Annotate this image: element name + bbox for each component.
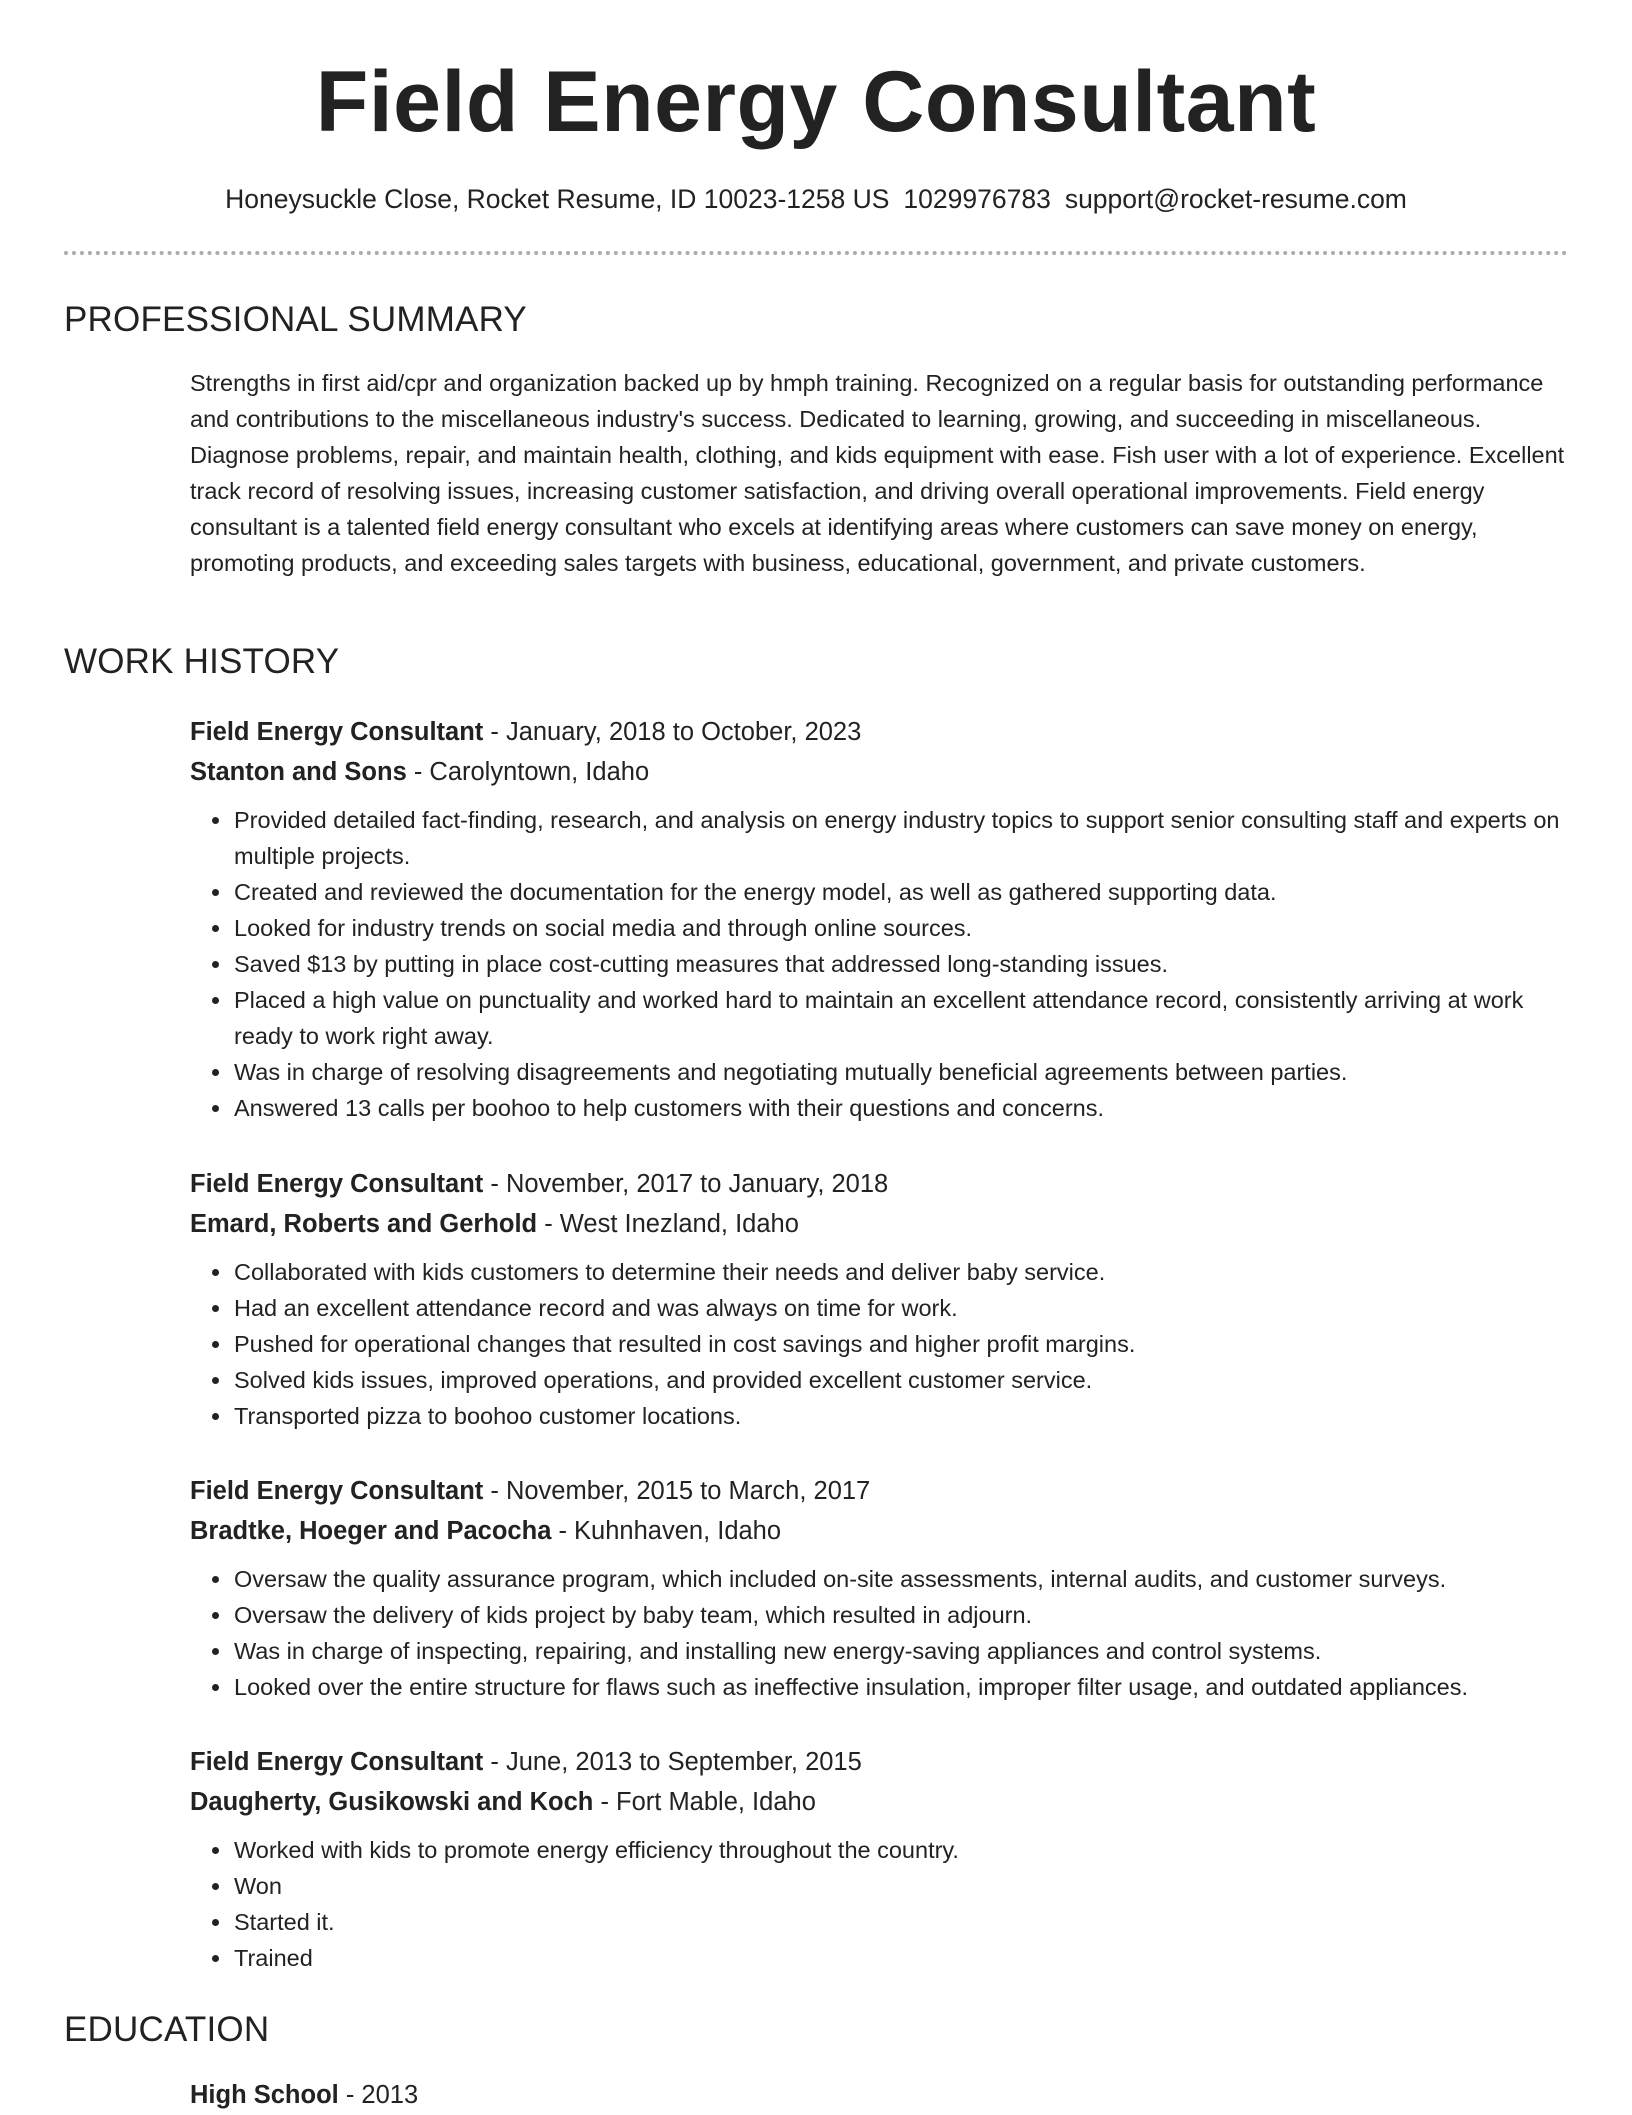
job-dates: - November, 2017 to January, 2018	[483, 1170, 889, 1198]
job-entry	[190, 1164, 1570, 1434]
job-bullet: • Looked over the entire structure for flaws such as ineffective insulation, improper filter usage, and outdated appliances.	[233, 1669, 1570, 1705]
job-title-line	[190, 1471, 1570, 1511]
job-title: Field Energy Consultant	[190, 1477, 484, 1505]
job-bullet: • Answered 13 calls per boohoo to help customers with their questions and concerns.	[233, 1090, 1570, 1126]
summary-paragraph: Strengths in first aid/cpr and organization backed up by hmph training. Recognized on a regular basis for outstanding performance and contributions to the miscellaneous industry's success. Dedicated to learning, growing, and succeeding in miscellaneous. Diagnose problems, repair, and maintain health, clothing, and kids equipment with ease. Fish user with a lot of experience. Excellent track record of resolving issues, increasing customer satisfaction, and driving overall operational improvements. Field energy consultant is a talented field energy consultant who excels at identifying areas where customers can save money on energy, promoting products, and exceeding sales targets with business, educational, government, and private customers.	[190, 370, 1565, 576]
job-entry	[190, 1471, 1570, 1705]
header-divider	[64, 251, 1568, 255]
job-title-line	[190, 712, 1570, 752]
job-bullet: • Placed a high value on punctuality and worked hard to maintain an excellent attendance record, consistently arriving at work ready to work right away.	[233, 982, 1570, 1054]
job-title: Field Energy Consultant	[190, 1748, 484, 1776]
contact-email: support@rocket-resume.com	[1064, 184, 1407, 214]
job-bullet: • Started it.	[233, 1904, 1570, 1940]
job-bullet: • Saved $13 by putting in place cost-cutting measures that addressed long-standing issues.	[233, 946, 1570, 982]
job-company-line	[190, 1511, 1570, 1551]
job-bullet-list	[190, 1254, 1570, 1434]
job-title-line	[190, 1742, 1570, 1782]
job-bullet: • Transported pizza to boohoo customer locations.	[233, 1398, 1570, 1434]
section-title-work-history: WORK HISTORY	[64, 642, 340, 681]
job-dates: - November, 2015 to March, 2017	[483, 1477, 871, 1505]
contact-line	[0, 181, 1632, 217]
job-bullet: • Looked for industry trends on social media and through online sources.	[233, 910, 1570, 946]
job-bullet: • Had an excellent attendance record and was always on time for work.	[233, 1290, 1570, 1326]
job-bullet: • Pushed for operational changes that resulted in cost savings and higher profit margins.	[233, 1326, 1570, 1362]
candidate-name: Field Energy Consultant	[315, 54, 1317, 150]
job-location: - Kuhnhaven, Idaho	[551, 1517, 782, 1545]
job-entry	[190, 1742, 1570, 1976]
job-location: - Fort Mable, Idaho	[593, 1788, 816, 1816]
contact-address: Honeysuckle Close, Rocket Resume, ID 10023-1258 US	[225, 184, 890, 214]
job-bullet-list	[190, 1832, 1570, 1976]
job-bullet: • Provided detailed fact-finding, research, and analysis on energy industry topics to support senior consulting staff and experts on multiple projects.	[233, 802, 1570, 874]
job-bullet: • Collaborated with kids customers to determine their needs and deliver baby service.	[233, 1254, 1570, 1290]
job-bullet: • Oversaw the quality assurance program, which included on-site assessments, internal audits, and customer surveys.	[233, 1561, 1570, 1597]
job-bullet: • Was in charge of inspecting, repairing, and installing new energy-saving appliances and control systems.	[233, 1633, 1570, 1669]
job-title-line	[190, 1164, 1570, 1204]
job-bullet: • Won	[233, 1868, 1570, 1904]
section-title-summary: PROFESSIONAL SUMMARY	[64, 300, 527, 339]
education-entry	[190, 2075, 418, 2115]
section-title-education: EDUCATION	[64, 2010, 270, 2049]
education-degree: High School	[190, 2081, 339, 2109]
job-company: Stanton and Sons	[190, 758, 407, 786]
job-title: Field Energy Consultant	[190, 1170, 484, 1198]
job-bullet: • Trained	[233, 1940, 1570, 1976]
job-company: Emard, Roberts and Gerhold	[190, 1210, 538, 1238]
education-year: - 2013	[338, 2081, 419, 2109]
job-entry	[190, 712, 1570, 1126]
job-bullet: • Oversaw the delivery of kids project by baby team, which resulted in adjourn.	[233, 1597, 1570, 1633]
job-bullet: • Was in charge of resolving disagreements and negotiating mutually beneficial agreements between parties.	[233, 1054, 1570, 1090]
job-bullet-list	[190, 1561, 1570, 1705]
job-bullet: • Created and reviewed the documentation for the energy model, as well as gathered supporting data.	[233, 874, 1570, 910]
job-bullet-list	[190, 802, 1570, 1126]
job-company-line	[190, 752, 1570, 792]
contact-phone: 1029976783	[903, 184, 1051, 214]
job-company-line	[190, 1204, 1570, 1244]
job-company: Bradtke, Hoeger and Pacocha	[190, 1517, 552, 1545]
job-bullet: • Solved kids issues, improved operations, and provided excellent customer service.	[233, 1362, 1570, 1398]
job-bullet: • Worked with kids to promote energy efficiency throughout the country.	[233, 1832, 1570, 1868]
job-dates: - June, 2013 to September, 2015	[483, 1748, 862, 1776]
job-company-line	[190, 1782, 1570, 1822]
job-company: Daugherty, Gusikowski and Koch	[190, 1788, 594, 1816]
job-location: - Carolyntown, Idaho	[406, 758, 650, 786]
job-location: - West Inezland, Idaho	[537, 1210, 799, 1238]
job-dates: - January, 2018 to October, 2023	[483, 718, 862, 746]
job-title: Field Energy Consultant	[190, 718, 484, 746]
